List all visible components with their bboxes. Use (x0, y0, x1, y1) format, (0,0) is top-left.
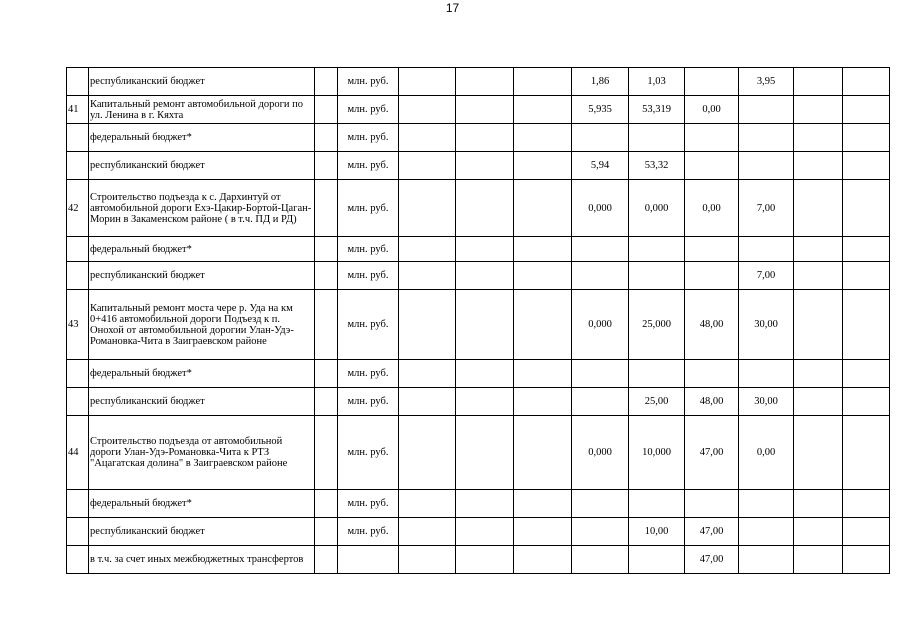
row-name: республиканский бюджет (89, 262, 315, 290)
cell-col10 (739, 518, 794, 546)
table-row (67, 180, 890, 237)
cell-col5 (456, 518, 514, 546)
empty-cell (843, 490, 890, 518)
table-row (67, 152, 890, 180)
row-unit: млн. руб. (338, 262, 399, 290)
row-index (67, 237, 89, 262)
empty-cell (794, 490, 843, 518)
row-unit: млн. руб. (338, 96, 399, 124)
empty-cell (843, 416, 890, 490)
empty-cell (315, 262, 338, 290)
empty-cell (843, 290, 890, 360)
cell-col10 (739, 237, 794, 262)
cell-col10 (739, 152, 794, 180)
row-unit: млн. руб. (338, 237, 399, 262)
cell-col8 (629, 360, 685, 388)
empty-cell (843, 68, 890, 96)
cell-col4 (399, 68, 456, 96)
cell-col9 (685, 490, 739, 518)
empty-cell (794, 546, 843, 574)
cell-col9: 48,00 (685, 290, 739, 360)
row-index (67, 388, 89, 416)
cell-col7: 0,000 (572, 180, 629, 237)
cell-col4 (399, 152, 456, 180)
cell-col8 (629, 262, 685, 290)
row-index: 42 (67, 180, 89, 237)
cell-col5 (456, 546, 514, 574)
empty-cell (315, 518, 338, 546)
cell-col10 (739, 360, 794, 388)
empty-cell (315, 490, 338, 518)
row-unit: млн. руб. (338, 180, 399, 237)
cell-col8: 1,03 (629, 68, 685, 96)
empty-cell (794, 96, 843, 124)
cell-col5 (456, 262, 514, 290)
empty-cell (315, 180, 338, 237)
empty-cell (514, 388, 572, 416)
cell-col8: 10,00 (629, 518, 685, 546)
table-row (67, 237, 890, 262)
cell-col10: 30,00 (739, 290, 794, 360)
empty-cell (315, 416, 338, 490)
cell-col9 (685, 152, 739, 180)
cell-col5 (456, 490, 514, 518)
row-name: федеральный бюджет* (89, 237, 315, 262)
row-name: республиканский бюджет (89, 68, 315, 96)
empty-cell (794, 152, 843, 180)
cell-col9 (685, 360, 739, 388)
cell-col4 (399, 388, 456, 416)
cell-col4 (399, 490, 456, 518)
empty-cell (794, 68, 843, 96)
row-index (67, 262, 89, 290)
cell-col5 (456, 68, 514, 96)
cell-col4 (399, 96, 456, 124)
empty-cell (794, 416, 843, 490)
row-index (67, 490, 89, 518)
empty-cell (315, 360, 338, 388)
cell-col7: 1,86 (572, 68, 629, 96)
cell-col9: 0,00 (685, 96, 739, 124)
empty-cell (514, 124, 572, 152)
row-unit (338, 546, 399, 574)
cell-col4 (399, 237, 456, 262)
cell-col10 (739, 124, 794, 152)
empty-cell (794, 237, 843, 262)
empty-cell (514, 180, 572, 237)
empty-cell (794, 388, 843, 416)
empty-cell (315, 152, 338, 180)
cell-col8: 10,000 (629, 416, 685, 490)
cell-col9 (685, 237, 739, 262)
row-index (67, 546, 89, 574)
cell-col10: 3,95 (739, 68, 794, 96)
row-name: Капитальный ремонт моста чере р. Уда на км 0+416 автомобильной дороги Подъезд к п. Онохой от автомобильной дорогии Улан-Удэ-Романовка-Чита в Заиграевском районе (89, 290, 315, 360)
cell-col7 (572, 490, 629, 518)
cell-col7 (572, 262, 629, 290)
table-row (67, 546, 890, 574)
empty-cell (794, 180, 843, 237)
cell-col7: 0,000 (572, 290, 629, 360)
empty-cell (843, 518, 890, 546)
cell-col9 (685, 124, 739, 152)
empty-cell (843, 388, 890, 416)
cell-col7 (572, 546, 629, 574)
cell-col5 (456, 416, 514, 490)
cell-col4 (399, 518, 456, 546)
cell-col7 (572, 237, 629, 262)
cell-col4 (399, 180, 456, 237)
cell-col7: 5,935 (572, 96, 629, 124)
cell-col10: 7,00 (739, 262, 794, 290)
cell-col8: 53,319 (629, 96, 685, 124)
empty-cell (794, 262, 843, 290)
row-index (67, 68, 89, 96)
cell-col10: 30,00 (739, 388, 794, 416)
cell-col9: 47,00 (685, 518, 739, 546)
budget-table (66, 67, 890, 574)
row-index (67, 152, 89, 180)
cell-col5 (456, 290, 514, 360)
empty-cell (843, 96, 890, 124)
row-index (67, 124, 89, 152)
table-row (67, 124, 890, 152)
empty-cell (514, 490, 572, 518)
empty-cell (843, 152, 890, 180)
empty-cell (514, 290, 572, 360)
row-name: федеральный бюджет* (89, 490, 315, 518)
empty-cell (315, 237, 338, 262)
cell-col7 (572, 518, 629, 546)
row-unit: млн. руб. (338, 152, 399, 180)
row-unit: млн. руб. (338, 290, 399, 360)
row-unit: млн. руб. (338, 490, 399, 518)
empty-cell (315, 96, 338, 124)
cell-col8: 53,32 (629, 152, 685, 180)
empty-cell (514, 518, 572, 546)
cell-col4 (399, 360, 456, 388)
row-name: республиканский бюджет (89, 518, 315, 546)
row-name: Строительство подъезда от автомобильной дороги Улан-Удэ-Романовка-Чита к РТЗ "Ацагатская долина" в Заиграевском районе (89, 416, 315, 490)
empty-cell (843, 180, 890, 237)
table-row (67, 360, 890, 388)
table-row (67, 416, 890, 490)
empty-cell (315, 68, 338, 96)
cell-col7 (572, 388, 629, 416)
cell-col10: 0,00 (739, 416, 794, 490)
cell-col5 (456, 124, 514, 152)
row-name: федеральный бюджет* (89, 360, 315, 388)
cell-col4 (399, 262, 456, 290)
cell-col8 (629, 237, 685, 262)
cell-col4 (399, 124, 456, 152)
empty-cell (794, 290, 843, 360)
cell-col9 (685, 68, 739, 96)
table-row (67, 518, 890, 546)
cell-col7 (572, 124, 629, 152)
table-row (67, 388, 890, 416)
cell-col8: 0,000 (629, 180, 685, 237)
cell-col5 (456, 96, 514, 124)
cell-col10: 7,00 (739, 180, 794, 237)
cell-col10 (739, 546, 794, 574)
cell-col7 (572, 360, 629, 388)
row-name: республиканский бюджет (89, 152, 315, 180)
row-unit: млн. руб. (338, 518, 399, 546)
cell-col10 (739, 490, 794, 518)
table-body (67, 68, 890, 574)
empty-cell (315, 388, 338, 416)
cell-col5 (456, 388, 514, 416)
row-index: 43 (67, 290, 89, 360)
row-unit: млн. руб. (338, 124, 399, 152)
empty-cell (514, 262, 572, 290)
cell-col8 (629, 490, 685, 518)
row-index: 44 (67, 416, 89, 490)
empty-cell (794, 518, 843, 546)
empty-cell (843, 237, 890, 262)
cell-col9 (685, 262, 739, 290)
empty-cell (514, 416, 572, 490)
empty-cell (843, 546, 890, 574)
empty-cell (514, 152, 572, 180)
row-unit: млн. руб. (338, 416, 399, 490)
cell-col8 (629, 546, 685, 574)
cell-col5 (456, 237, 514, 262)
cell-col5 (456, 180, 514, 237)
empty-cell (315, 124, 338, 152)
row-name: федеральный бюджет* (89, 124, 315, 152)
table-row (67, 290, 890, 360)
cell-col9: 47,00 (685, 416, 739, 490)
empty-cell (514, 360, 572, 388)
empty-cell (514, 546, 572, 574)
cell-col9: 48,00 (685, 388, 739, 416)
cell-col8: 25,00 (629, 388, 685, 416)
cell-col4 (399, 290, 456, 360)
empty-cell (843, 124, 890, 152)
row-name: Строительство подъезда к с. Дархинтуй от автомобильной дороги Ехэ-Цакир-Бортой-Цаган-Морин в Закаменском районе ( в т.ч. ПД и РД) (89, 180, 315, 237)
row-index (67, 360, 89, 388)
cell-col9: 47,00 (685, 546, 739, 574)
empty-cell (794, 360, 843, 388)
row-name: республиканский бюджет (89, 388, 315, 416)
page-number: 17 (445, 1, 460, 15)
cell-col5 (456, 152, 514, 180)
row-unit: млн. руб. (338, 388, 399, 416)
cell-col8 (629, 124, 685, 152)
empty-cell (794, 124, 843, 152)
row-index (67, 518, 89, 546)
row-index: 41 (67, 96, 89, 124)
empty-cell (315, 546, 338, 574)
empty-cell (514, 96, 572, 124)
cell-col7: 0,000 (572, 416, 629, 490)
row-unit: млн. руб. (338, 68, 399, 96)
row-unit: млн. руб. (338, 360, 399, 388)
empty-cell (843, 262, 890, 290)
cell-col5 (456, 360, 514, 388)
cell-col9: 0,00 (685, 180, 739, 237)
empty-cell (514, 68, 572, 96)
table-row (67, 96, 890, 124)
row-name: Капитальный ремонт автомобильной дороги по ул. Ленина в г. Кяхта (89, 96, 315, 124)
empty-cell (315, 290, 338, 360)
row-name: в т.ч. за счет иных межбюджетных трансфертов (89, 546, 315, 574)
table-row (67, 490, 890, 518)
empty-cell (843, 360, 890, 388)
empty-cell (514, 237, 572, 262)
table-row (67, 68, 890, 96)
cell-col4 (399, 416, 456, 490)
cell-col8: 25,000 (629, 290, 685, 360)
table-row (67, 262, 890, 290)
cell-col7: 5,94 (572, 152, 629, 180)
cell-col10 (739, 96, 794, 124)
cell-col4 (399, 546, 456, 574)
